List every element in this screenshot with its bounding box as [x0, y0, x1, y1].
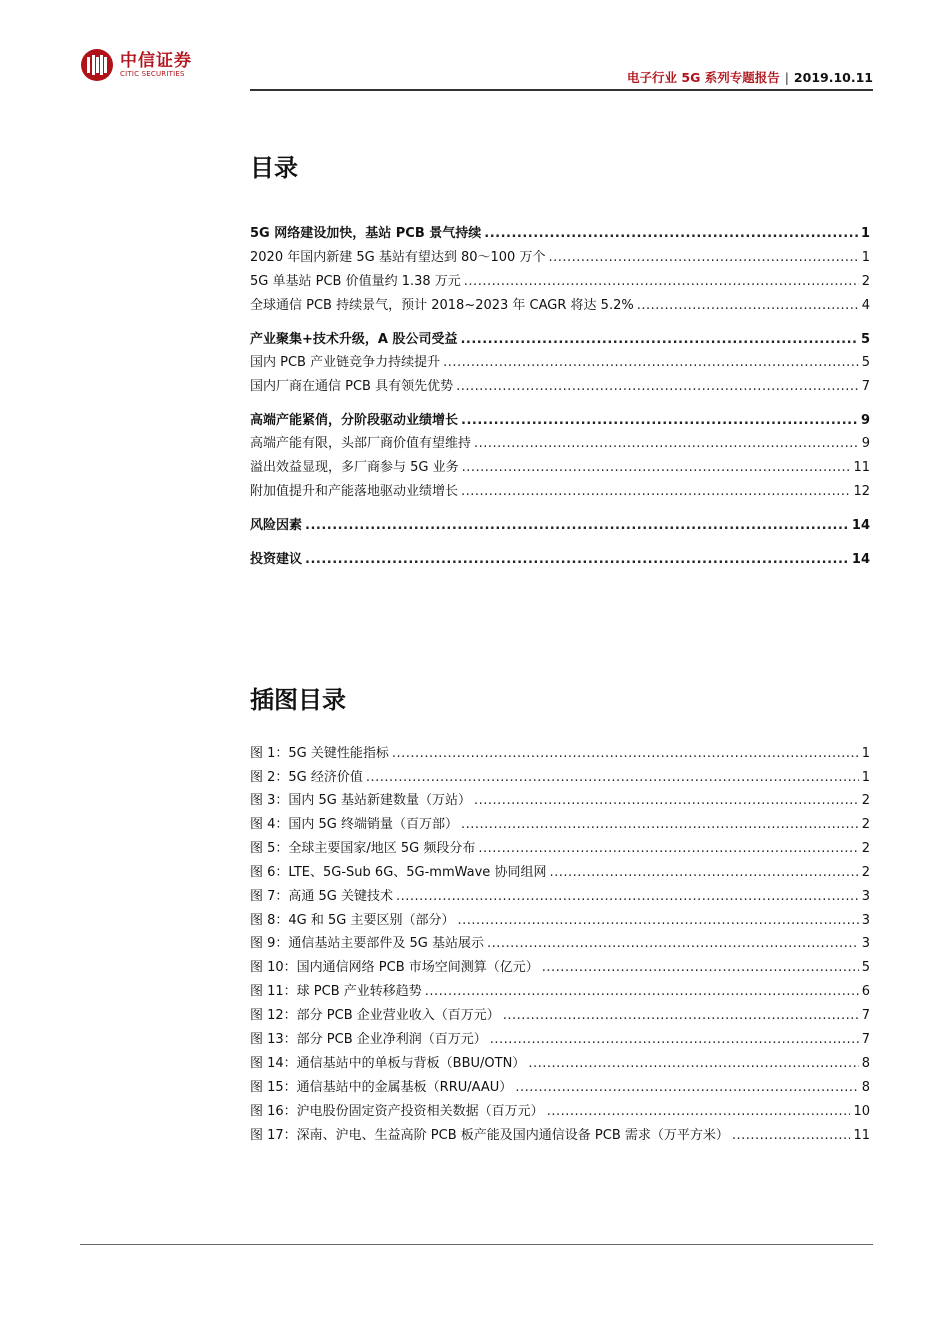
header-separator: | [784, 70, 789, 85]
toc-entry[interactable]: 风险因素 ..... 14 [250, 514, 870, 534]
toc-entry[interactable]: 高端产能有限，头部厂商价值有望维持 ..... 9 [250, 432, 870, 452]
logo-chinese-name: 中信证券 [120, 50, 192, 71]
toc-entry[interactable]: 5G 网络建设加快，基站 PCB 景气持续 ..... 1 [250, 222, 870, 242]
logo-english-name: CITIC SECURITIES [120, 69, 185, 78]
figure-entry[interactable]: 图 14：通信基站中的单板与背板（BBU/OTN） ..... 8 [250, 1052, 870, 1072]
figure-entry[interactable]: 图 8：4G 和 5G 主要区别（部分） ..... 3 [250, 909, 870, 929]
toc-entry[interactable]: 投资建议 ..... 14 [250, 548, 870, 568]
figure-entry[interactable]: 图 6：LTE、5G-Sub 6G、5G-mmWave 协同组网 ..... 2 [250, 861, 870, 881]
figure-entry[interactable]: 图 9：通信基站主要部件及 5G 基站展示 ..... 3 [250, 932, 870, 952]
figure-entry[interactable]: 图 17：深南、沪电、生益高阶 PCB 板产能及国内通信设备 PCB 需求（万平方米） ..... 11 [250, 1124, 870, 1144]
figure-entry[interactable]: 图 11：球 PCB 产业转移趋势 ..... 6 [250, 980, 870, 1000]
report-date: 2019.10.11 [793, 70, 873, 85]
toc-entry[interactable]: 溢出效益显现，多厂商参与 5G 业务 ..... 11 [250, 456, 870, 476]
citic-logo-icon [80, 48, 114, 82]
toc-entry[interactable]: 附加值提升和产能落地驱动业绩增长 ..... 12 [250, 480, 870, 500]
figure-entry[interactable]: 图 15：通信基站中的金属基板（RRU/AAU） ..... 8 [250, 1076, 870, 1096]
report-info [627, 68, 873, 86]
figure-entry[interactable]: 图 4：国内 5G 终端销量（百万部） ..... 2 [250, 813, 870, 833]
toc-title: 目录 [250, 154, 298, 182]
figure-entry[interactable]: 图 1：5G 关键性能指标 ..... 1 [250, 742, 870, 762]
figure-entry[interactable]: 图 13：部分 PCB 企业净利润（百万元） ..... 7 [250, 1028, 870, 1048]
figure-entry[interactable]: 图 10：国内通信网络 PCB 市场空间测算（亿元） ..... 5 [250, 956, 870, 976]
logo-text [120, 52, 192, 79]
toc-entry[interactable]: 国内厂商在通信 PCB 具有领先优势 ..... 7 [250, 375, 870, 395]
toc-entry[interactable]: 5G 单基站 PCB 价值量约 1.38 万元 ..... 2 [250, 270, 870, 290]
figures-title: 插图目录 [250, 686, 346, 714]
footer-divider [80, 1244, 873, 1245]
toc-entry[interactable]: 全球通信 PCB 持续景气，预计 2018~2023 年 CAGR 将达 5.2% ..... 4 [250, 294, 870, 314]
toc-entry[interactable]: 国内 PCB 产业链竞争力持续提升 ..... 5 [250, 351, 870, 371]
toc-entry[interactable]: 高端产能紧俏，分阶段驱动业绩增长 ..... 9 [250, 409, 870, 429]
report-title: 电子行业 5G 系列专题报告 [627, 70, 780, 85]
company-logo [80, 48, 192, 82]
figure-entry[interactable]: 图 2：5G 经济价值 ..... 1 [250, 766, 870, 786]
figure-entry[interactable]: 图 12：部分 PCB 企业营业收入（百万元） ..... 7 [250, 1004, 870, 1024]
figure-entry[interactable]: 图 5：全球主要国家/地区 5G 频段分布 ..... 2 [250, 837, 870, 857]
figure-entry[interactable]: 图 3：国内 5G 基站新建数量（万站） ..... 2 [250, 789, 870, 809]
toc-entry[interactable]: 2020 年国内新建 5G 基站有望达到 80～100 万个 ..... 1 [250, 246, 870, 266]
figure-entry[interactable]: 图 16：沪电股份固定资产投资相关数据（百万元） ..... 10 [250, 1100, 870, 1120]
figure-entry[interactable]: 图 7：高通 5G 关键技术 ..... 3 [250, 885, 870, 905]
toc-entry[interactable]: 产业聚集+技术升级，A 股公司受益 ..... 5 [250, 328, 870, 348]
page-header [80, 40, 873, 92]
header-divider [250, 89, 873, 91]
